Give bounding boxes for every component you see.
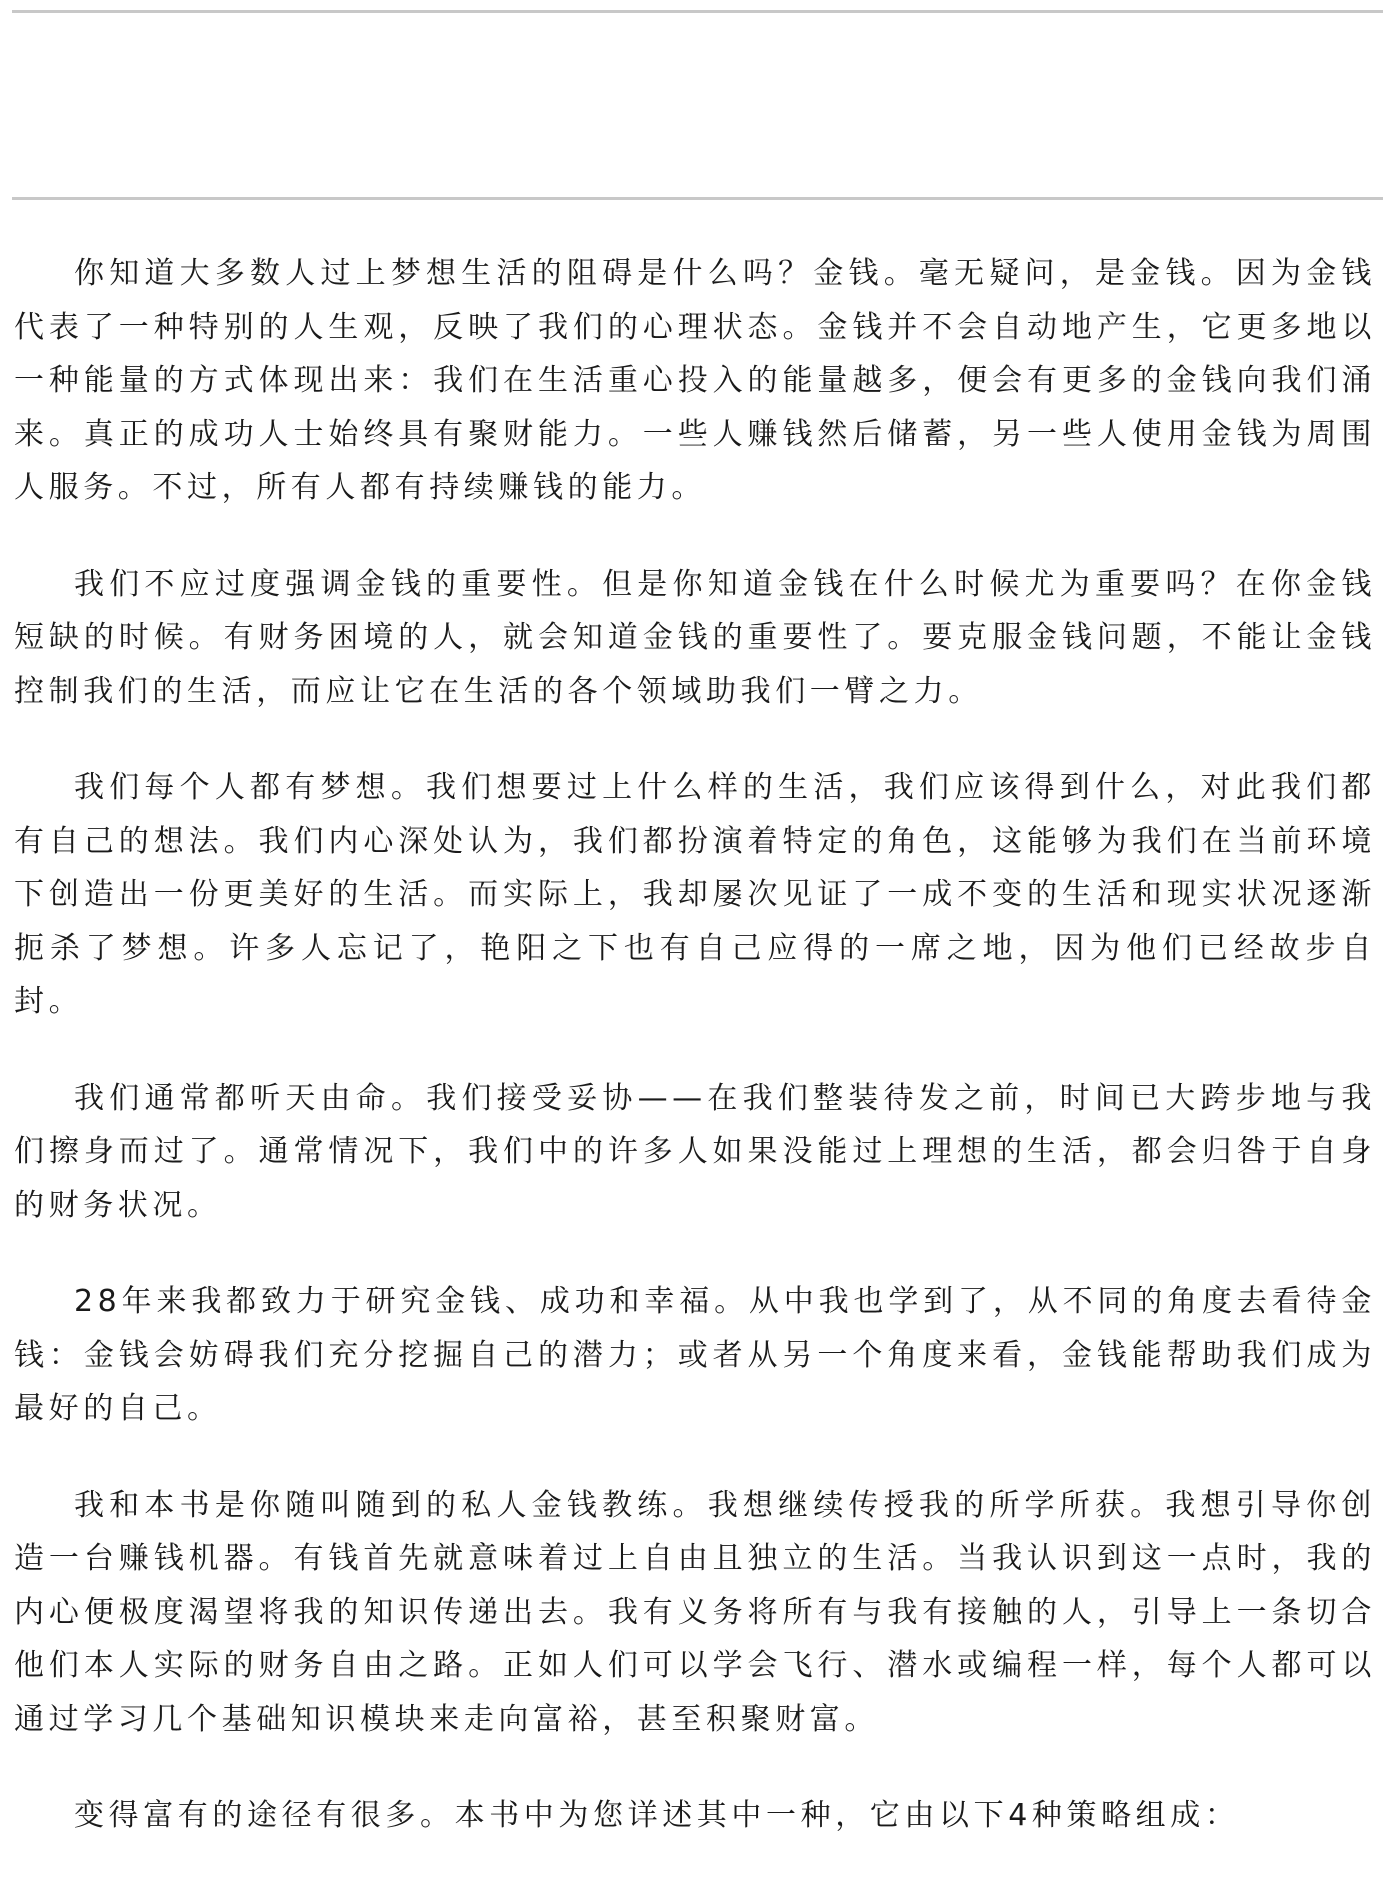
paragraph-6: 我和本书是你随叫随到的私人金钱教练。我想继续传授我的所学所获。我想引导你创造一台赚钱机器。有钱首先就意味着过上自由且独立的生活。当我认识到这一点时，我的内心便极度渴望将我的知识传递出去。我有义务将所有与我有接触的人，引导上一条切合他们本人实际的财务自由之路。正如人们可以学会飞行、潜水或编程一样，每个人都可以通过学习几个基础知识模块来走向富裕，甚至积聚财富。: [14, 1487, 1376, 1737]
paragraph-4: 我们通常都听天由命。我们接受妥协——在我们整装待发之前，时间已大跨步地与我们擦身而过了。通常情况下，我们中的许多人如果没能过上理想的生活，都会归咎于自身的财务状况。: [14, 1080, 1376, 1223]
paragraph-2: 我们不应过度强调金钱的重要性。但是你知道金钱在什么时候尤为重要吗？在你金钱短缺的时候。有财务困境的人，就会知道金钱的重要性了。要克服金钱问题，不能让金钱控制我们的生活，而应让它在生活的各个领域助我们一臂之力。: [14, 566, 1376, 709]
header-bottom-rule: [12, 197, 1383, 200]
body-text: [14, 247, 1376, 1886]
paragraph-1: 你知道大多数人过上梦想生活的阻碍是什么吗？金钱。毫无疑问，是金钱。因为金钱代表了一种特别的人生观，反映了我们的心理状态。金钱并不会自动地产生，它更多地以一种能量的方式体现出来：我们在生活重心投入的能量越多，便会有更多的金钱向我们涌来。真正的成功人士始终具有聚财能力。一些人赚钱然后储蓄，另一些人使用金钱为周围人服务。不过，所有人都有持续赚钱的能力。: [14, 256, 1376, 505]
paragraph-3: 我们每个人都有梦想。我们想要过上什么样的生活，我们应该得到什么，对此我们都有自己的想法。我们内心深处认为，我们都扮演着特定的角色，这能够为我们在当前环境下创造出一份更美好的生活。而实际上，我却屡次见证了一成不变的生活和现实状况逐渐扼杀了梦想。许多人忘记了，艳阳之下也有自己应得的一席之地，因为他们已经故步自封。: [14, 770, 1376, 1019]
paragraph-7: 变得富有的途径有很多。本书中为您详述其中一种，它由以下4种策略组成：: [74, 1798, 1240, 1833]
header-top-rule: [12, 10, 1383, 13]
paragraph-5: 28年来我都致力于研究金钱、成功和幸福。从中我也学到了，从不同的角度去看待金钱：金钱会妨碍我们充分挖掘自己的潜力；或者从另一个角度来看，金钱能帮助我们成为最好的自己。: [14, 1284, 1376, 1426]
